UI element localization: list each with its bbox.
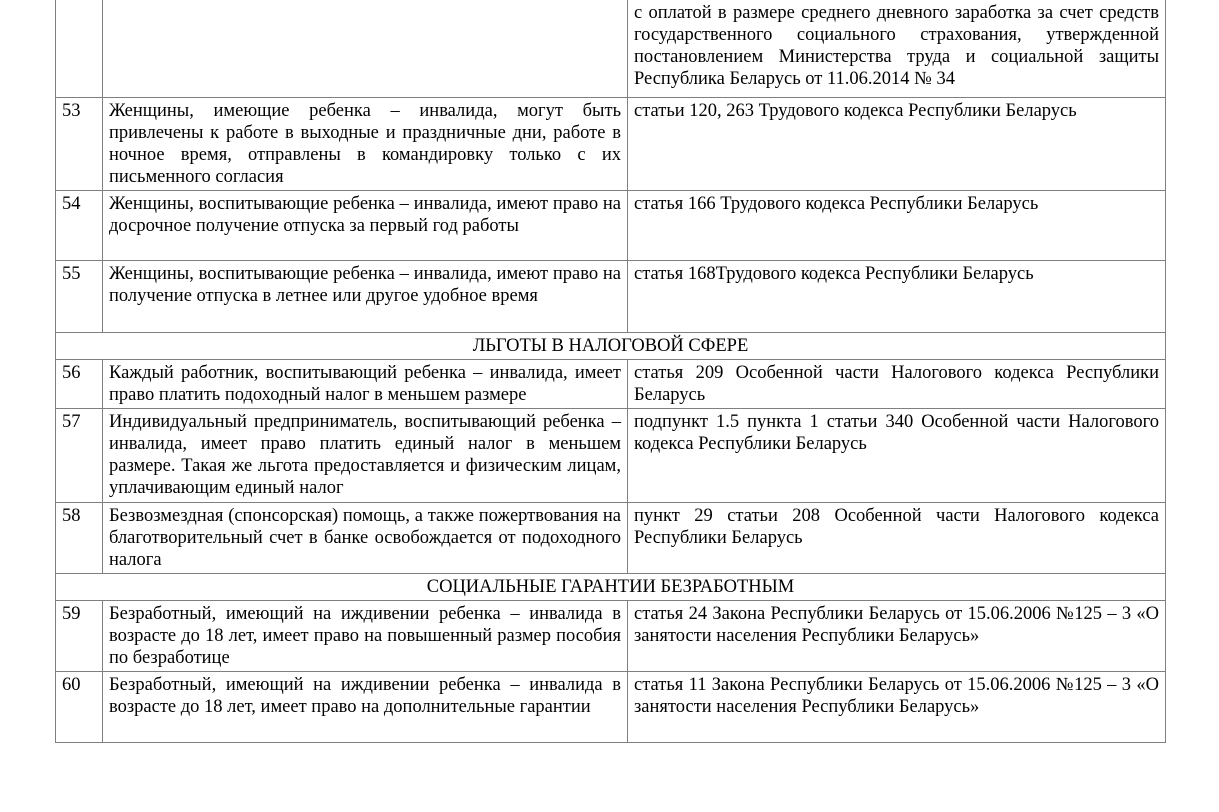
section-header: ЛЬГОТЫ В НАЛОГОВОЙ СФЕРЕ <box>56 332 1166 359</box>
benefit-description-cell <box>103 0 628 97</box>
legal-basis-cell: пункт 29 статьи 208 Особенной части Налогового кодекса Республики Беларусь <box>628 502 1166 573</box>
legal-basis-cell: с оплатой в размере среднего дневного заработка за счет средств государственного социального страхования, утвержденной постановлением Министерства труда и социальной защиты Республика Беларусь от 11.06.2014 № 34 <box>628 0 1166 97</box>
row-number-cell: 55 <box>56 260 103 332</box>
row-number-cell: 58 <box>56 502 103 573</box>
table-row-continuation <box>56 0 1166 97</box>
benefit-description-cell: Женщины, имеющие ребенка – инвалида, могут быть привлечены к работе в выходные и праздничные дни, работе в ночное время, отправлены в командировку только с их письменного согласия <box>103 97 628 190</box>
benefit-description-cell: Индивидуальный предприниматель, воспитывающий ребенка – инвалида, имеет право платить единый налог в меньшем размере. Такая же льгота предоставляется и физическим лицам, уплачивающим единый налог <box>103 408 628 502</box>
table-row-54 <box>56 190 1166 260</box>
legal-basis-cell: статья 11 Закона Республики Беларусь от 15.06.2006 №125 – 3 «О занятости населения Республики Беларусь» <box>628 671 1166 742</box>
legal-basis-cell: статья 209 Особенной части Налогового кодекса Республики Беларусь <box>628 359 1166 408</box>
benefits-table <box>55 0 1166 743</box>
row-number-cell: 57 <box>56 408 103 502</box>
row-number-cell: 59 <box>56 600 103 671</box>
legal-basis-cell: статья 168Трудового кодекса Республики Беларусь <box>628 260 1166 332</box>
legal-basis-cell: подпункт 1.5 пункта 1 статьи 340 Особенной части Налогового кодекса Республики Беларусь <box>628 408 1166 502</box>
table-row-53 <box>56 97 1166 190</box>
row-number-cell: 53 <box>56 97 103 190</box>
benefit-description-cell: Женщины, воспитывающие ребенка – инвалида, имеют право на досрочное получение отпуска за первый год работы <box>103 190 628 260</box>
legal-basis-cell: статьи 120, 263 Трудового кодекса Республики Беларусь <box>628 97 1166 190</box>
benefit-description-cell: Женщины, воспитывающие ребенка – инвалида, имеют право на получение отпуска в летнее или другое удобное время <box>103 260 628 332</box>
table-row-58 <box>56 502 1166 573</box>
benefit-description-cell: Безработный, имеющий на иждивении ребенка – инвалида в возрасте до 18 лет, имеет право на повышенный размер пособия по безработице <box>103 600 628 671</box>
table-row-56 <box>56 359 1166 408</box>
row-number-cell: 54 <box>56 190 103 260</box>
row-number-cell: 60 <box>56 671 103 742</box>
legal-basis-cell: статья 166 Трудового кодекса Республики Беларусь <box>628 190 1166 260</box>
table-row-57 <box>56 408 1166 502</box>
table-row-59 <box>56 600 1166 671</box>
row-number-cell <box>56 0 103 97</box>
section-header-row-tax <box>56 332 1166 359</box>
section-header-row-unemployed <box>56 573 1166 600</box>
table-row-55 <box>56 260 1166 332</box>
benefit-description-cell: Каждый работник, воспитывающий ребенка – инвалида, имеет право платить подоходный налог в меньшем размере <box>103 359 628 408</box>
benefit-description-cell: Безвозмездная (спонсорская) помощь, а также пожертвования на благотворительный счет в банке освобождается от подоходного налога <box>103 502 628 573</box>
row-number-cell: 56 <box>56 359 103 408</box>
legal-basis-cell: статья 24 Закона Республики Беларусь от 15.06.2006 №125 – 3 «О занятости населения Республики Беларусь» <box>628 600 1166 671</box>
benefit-description-cell: Безработный, имеющий на иждивении ребенка – инвалида в возрасте до 18 лет, имеет право на дополнительные гарантии <box>103 671 628 742</box>
section-header: СОЦИАЛЬНЫЕ ГАРАНТИИ БЕЗРАБОТНЫМ <box>56 573 1166 600</box>
table-row-60 <box>56 671 1166 742</box>
